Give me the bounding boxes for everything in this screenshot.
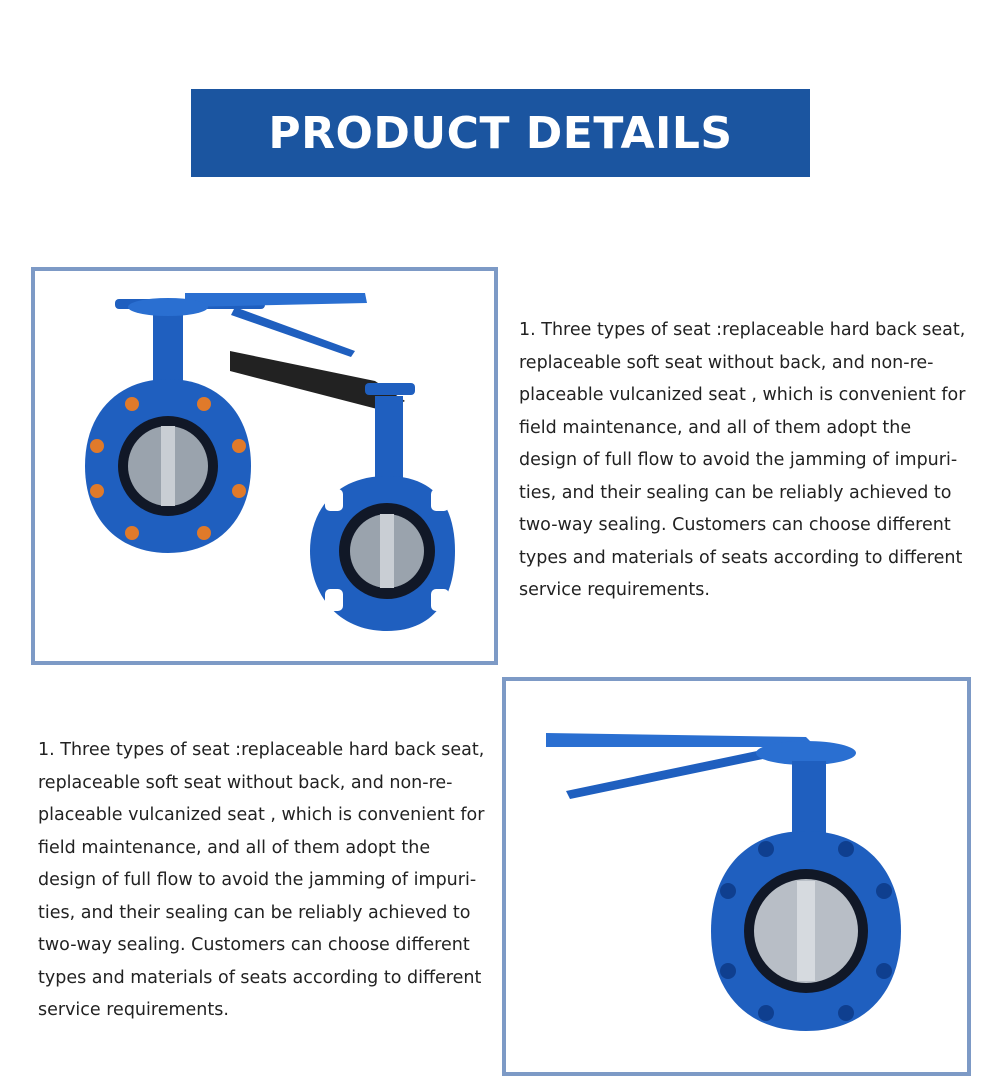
product-image-frame-2 [502, 677, 971, 1076]
lug-butterfly-valve-photo [506, 681, 967, 1072]
butterfly-valves-photo [35, 271, 494, 661]
product-image-frame-1 [31, 267, 498, 665]
product-details-banner [191, 89, 810, 177]
lug-valve-with-lever [546, 733, 901, 1031]
wafer-valve-right [230, 351, 455, 631]
description-text-1: 1. Three types of seat :replaceable hard back seat, replaceable soft seat without back, and non-re- placeable vulcanized seat , which is convenient for field maintenance, and all of them adopt the design of full flow to avoid the jamming of impuri- ties, and their sealing can be reliably achieved to two-way sealing. Customers can choose different types and materials of seats according to different service requirements. [519, 320, 966, 600]
page-title: PRODUCT DETAILS [268, 107, 733, 159]
description-text-2: 1. Three types of seat :replaceable hard back seat, replaceable soft seat without back, and non-re- placeable vulcanized seat , which is convenient for field maintenance, and all of them adopt the design of full flow to avoid the jamming of impuri- ties, and their sealing can be reliably achieved to two-way sealing. Customers can choose different types and materials of seats according to different service requirements. [38, 740, 485, 1020]
